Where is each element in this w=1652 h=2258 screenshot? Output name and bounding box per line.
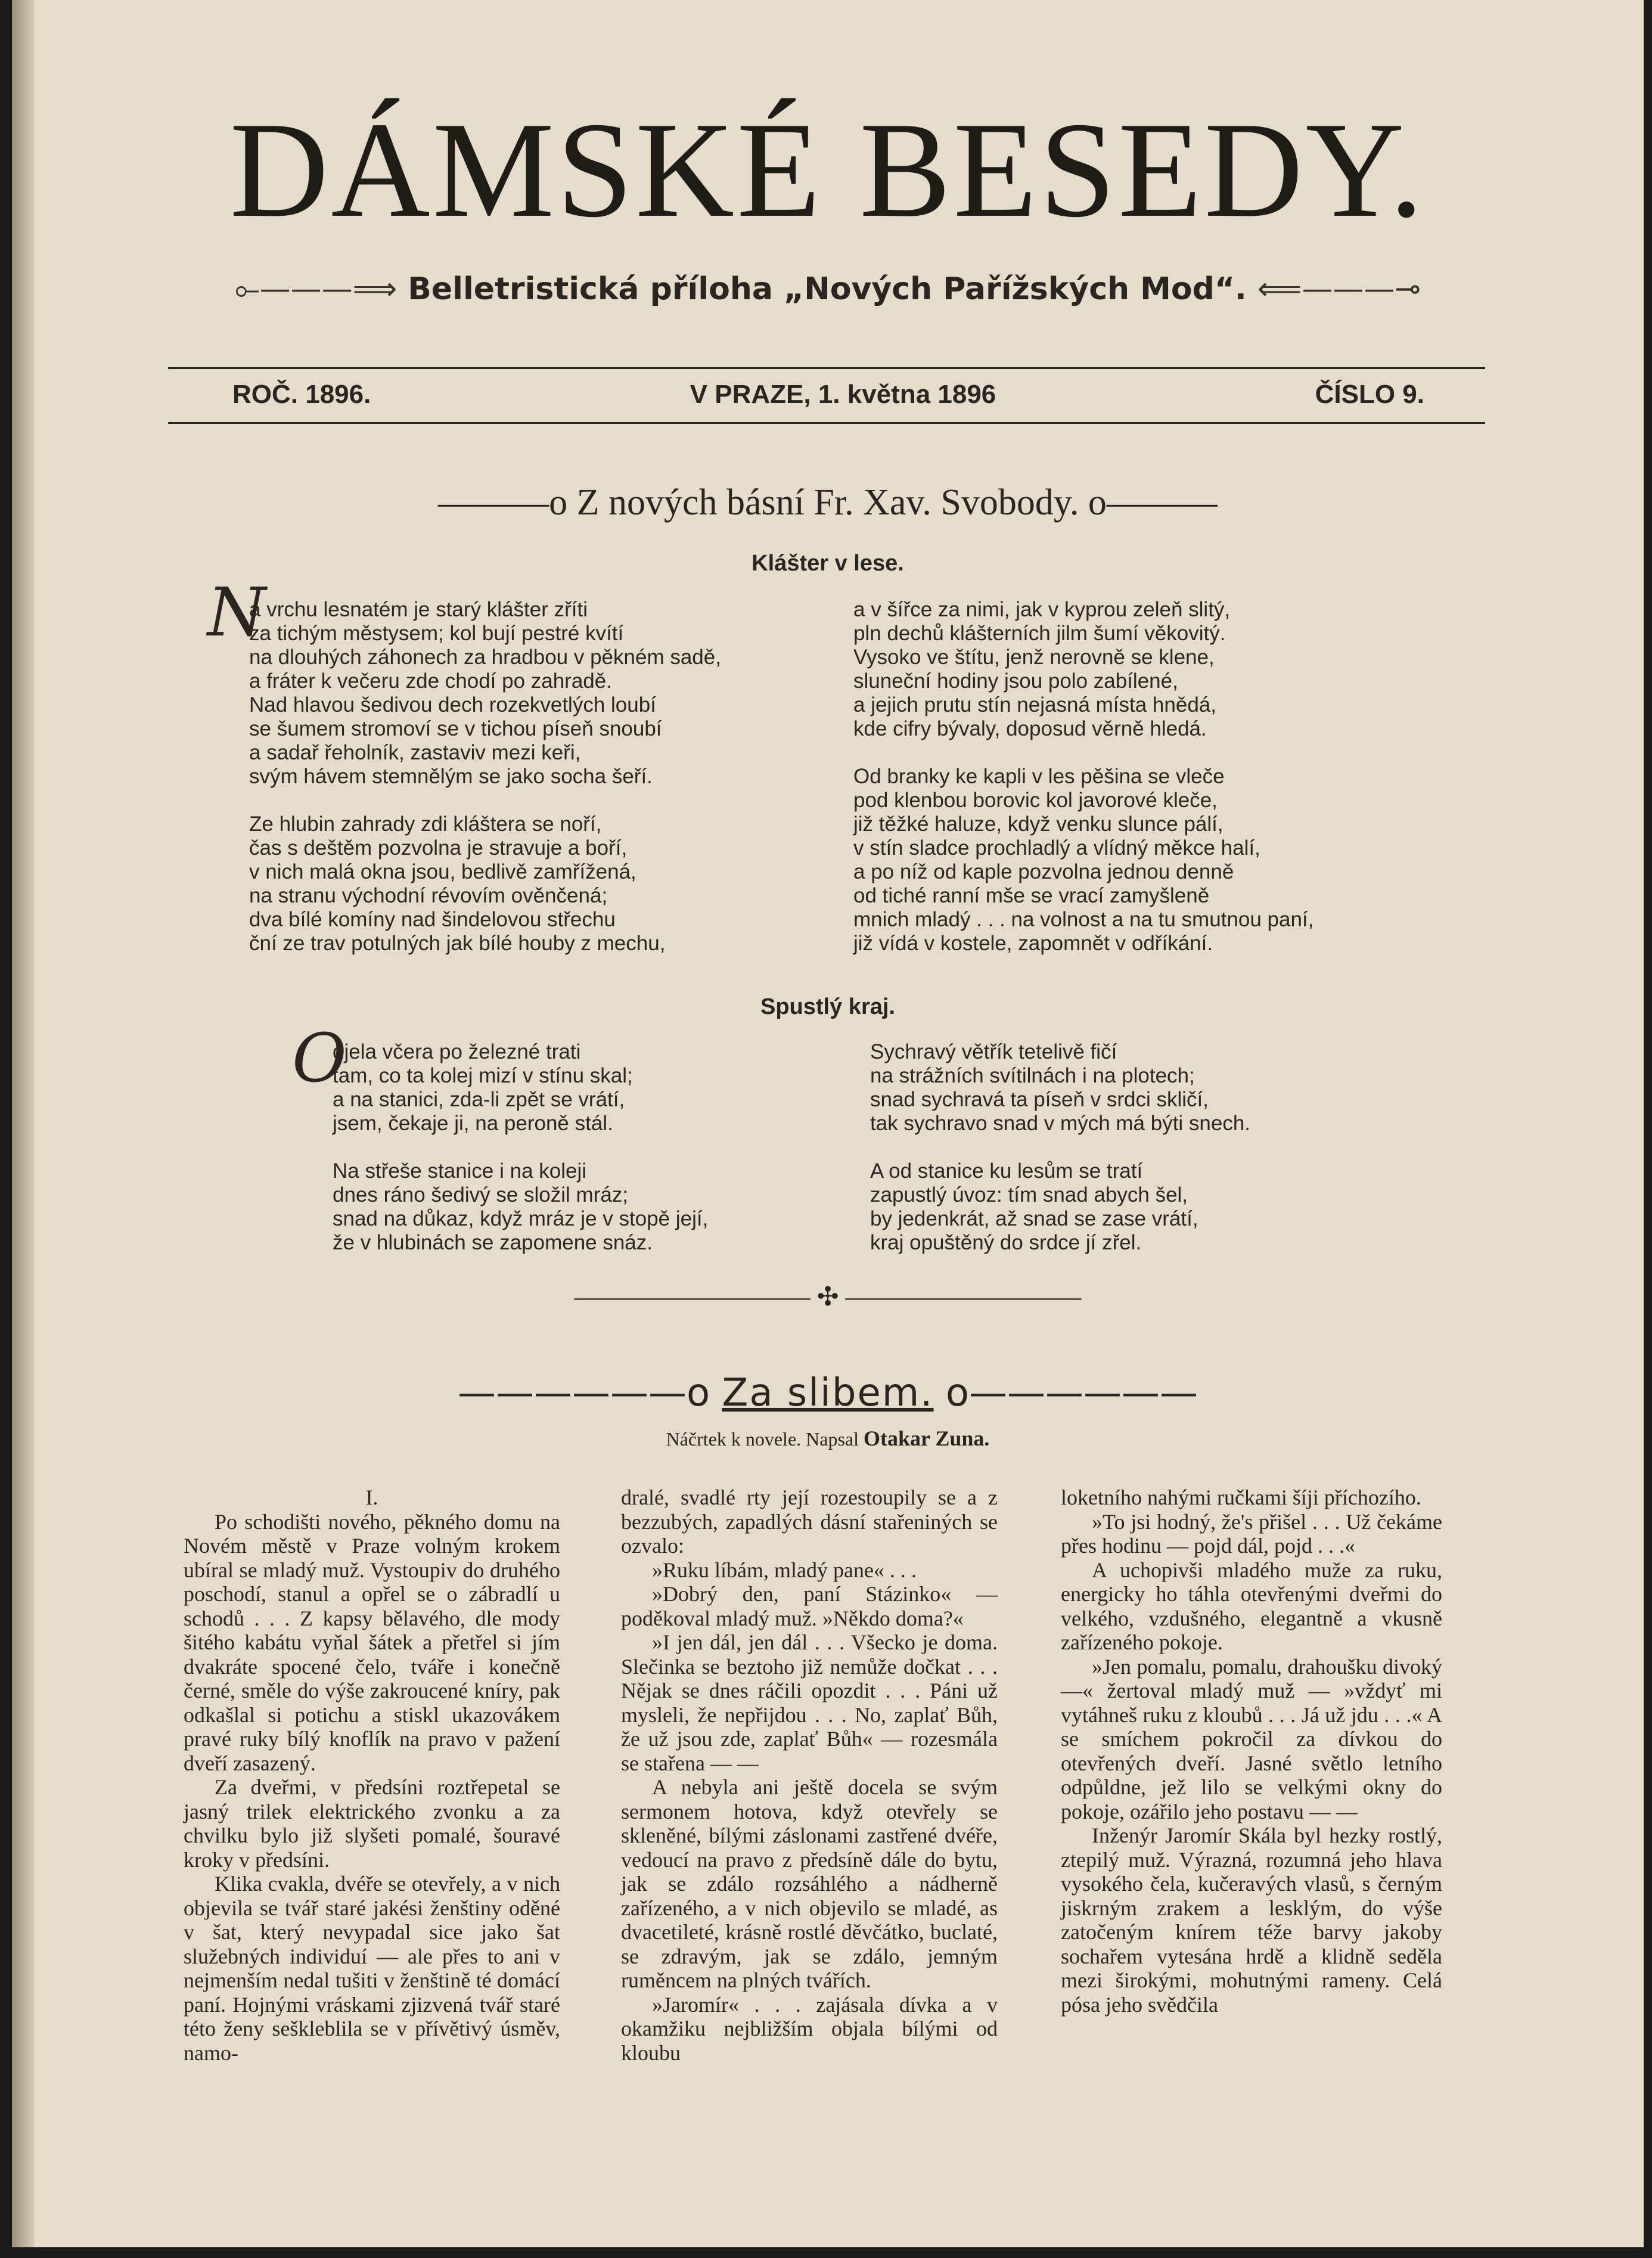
verse-line: se šumem stromoví se v tichou píseň snoubí (249, 717, 662, 740)
header-rule-bottom (168, 422, 1485, 424)
verse-line: a v šířce za nimi, jak v kyprou zeleň slitý, (853, 598, 1231, 621)
verse-line: již těžké haluze, když venku slunce pálí, (853, 812, 1224, 836)
paragraph: Inženýr Jaromír Skála byl hezky rostlý, ztepilý muž. Výrazná, rozumná jeho hlava vysokého čela, kučeravých vlasů, s černým jiskrným zrakem a lesklým, do výše zatočeným knírem téže barvy jakoby sochařem vytesána hrdě a klidně seděla mezi širokými, mohutnými rameny. Celá pósa jeho svědčila (1061, 1823, 1442, 2017)
verse-line: že v hlubinách se zapomene snáz. (333, 1231, 653, 1254)
verse-line: na dlouhých záhonech za hradbou v pěkném sadě, (249, 646, 721, 669)
issue-number: ČÍSLO 9. (1315, 380, 1424, 409)
paragraph: A uchopivši mladého muže za ruku, energicky ho táhla otevřenými dveřmi do velkého, vzdušného, elegantně a vkusně zařízeného pokoje. (1061, 1558, 1442, 1654)
paragraph: Klika cvakla, dvéře se otevřely, a v nich objevila se tvář staré jakési ženštiny oděné v šat, který nevypadal sice jako šat služebných individuí — ale přes to ani v nejmenším nedal tušiti v ženštině té domácí paní. Hojnými vráskami zjizvená tvář staré této ženy seškleblila se v přívětivý úsměv, namo- (184, 1872, 560, 2065)
issue-info-bar (232, 380, 1424, 410)
poem2-title: Spustlý kraj. (760, 994, 895, 1019)
story-byline (12, 1426, 1644, 1451)
poems-heading-deco-left: ———o (438, 482, 568, 523)
verse-line: a fráter k večeru zde chodí po zahradě. (249, 669, 612, 693)
verse-line: a sadař řeholník, zastaviv mezi keři, (249, 741, 581, 764)
verse-line: za tichým městysem; kol bují pestré kvítí (249, 622, 624, 645)
flourish-left-icon: ⟜———⟹ (234, 271, 398, 307)
byline-author: Otakar Zuna. (864, 1426, 990, 1450)
issue-place-date: V PRAZE, 1. května 1896 (690, 380, 996, 409)
verse-line: a jejich prutu stín nejasná místa hnědá, (853, 693, 1216, 717)
masthead-subtitle: Belletristická příloha „Nových Pařížských Mod“. (408, 271, 1247, 307)
verse-line: Nad hlavou šedivou dech rozekvetlých loubí (249, 693, 656, 717)
paragraph: »I jen dál, jen dál . . . Všecko je doma. Slečinka se beztoho již nemůže dočkat . . . Nějak se dnes ráčili opozdit . . . Páni už mysleli, že nepřijdou . . . No, zaplať Bůh, že už jsou zde, zaplať Bůh« — rozesmála se stařena — — (621, 1630, 998, 1775)
verse-line: Vysoko ve štítu, jenž nerovně se klene, (853, 646, 1215, 669)
verse-line: svým hávem stemnělým se jako socha šeří. (249, 765, 653, 788)
newspaper-page (12, 0, 1644, 2247)
story-heading-deco-left: ——————o (458, 1371, 710, 1415)
verse-line: v nich malá okna jsou, bedlivě zamřížená, (249, 860, 636, 883)
verse-line: a po níž od kaple pozvolna jednou denně (853, 860, 1234, 883)
paragraph: Za dveřmi, v předsíni roztřepetal se jasný trilek elektrického zvonku a za chvilku bylo již slyšeti pomalé, šouravé kroky v předsíni. (184, 1775, 560, 1872)
byline-prefix: Náčrtek k novele. Napsal (666, 1428, 859, 1450)
chapter-number: I. (365, 1485, 378, 1509)
paragraph: »Jaromír« . . . zajásala dívka a v okamžiku nejbližším objala bílými od kloubu (621, 1992, 998, 2065)
verse-line: čas s deštěm pozvolna je stravuje a boří, (249, 836, 628, 860)
verse-line: mnich mladý . . . na volnost a na tu smutnou paní, (853, 908, 1314, 931)
masthead-subtitle-line (12, 271, 1644, 308)
verse-line: a na stanici, zda-li zpět se vrátí, (333, 1088, 625, 1111)
poem1-right-stanzas (853, 598, 1313, 956)
verse-line: snad na důkaz, když mráz je v stopě její, (333, 1207, 709, 1230)
poem1-left-stanzas (249, 598, 721, 956)
poem1-drop-initial: N (207, 574, 266, 652)
stanza-break (870, 1136, 1250, 1159)
verse-line: pod klenbou borovic kol javorové kleče, (853, 789, 1218, 812)
issue-year: ROČ. 1896. (232, 380, 371, 409)
verse-line: na stranu východní révovím ověnčená; (249, 884, 608, 907)
verse-line: kde cifry bývaly, doposud věrně hledá. (853, 717, 1207, 740)
verse-line: Ze hlubin zahrady zdi kláštera se noří, (249, 812, 602, 836)
verse-line: ční ze trav potulných jak bílé houby z mechu, (249, 932, 666, 955)
story-heading-deco-right: o—————— (945, 1371, 1198, 1415)
paragraph: dralé, svadlé rty její rozestoupily se a z bezzubých, zapadlých dásní stařeniných se ozvalo: (621, 1485, 998, 1558)
stanza-break (853, 741, 1313, 765)
stanza-break (333, 1136, 708, 1159)
verse-line: dva bílé komíny nad šindelovou střechu (249, 908, 616, 931)
verse-line: Sychravý větřík tetelivě fičí (870, 1040, 1117, 1063)
story-column-2 (621, 1485, 998, 2065)
verse-line: dnes ráno šedivý se složil mráz; (333, 1183, 629, 1206)
verse-line: jsem, čekaje ji, na peroně stál. (333, 1112, 613, 1135)
verse-line: sluneční hodiny jsou polo zabílené, (853, 669, 1178, 693)
paragraph: Po schodišti nového, pěkného domu na Novém městě v Praze volným krokem ubíral se mladý muž. Vystoupiv do druhého poschodí, stanul a opřel se o zábradlí u schodů . . . Z kapsy bělavého, dle mody šitého kabátu vyňal šátek a přetřel si jím dvakráte spocené čelo, tváře i konečně černé, směle do výše zakroucené kníry, pak odkašlal si potichu a stiskl ukazovákem pravé ruky bílý knoflík na pravo v pažení dveří zasazený. (184, 1509, 560, 1775)
verse-line: snad sychravá ta píseň v srdci skličí, (870, 1088, 1209, 1111)
paragraph: »To jsi hodný, že's přišel . . . Už čekáme přes hodinu — pojd dál, pojd . . .« (1061, 1509, 1442, 1558)
section-ornament-divider: ————————— ✣ ————————— (574, 1282, 1082, 1311)
verse-line: A od stanice ku lesům se tratí (870, 1159, 1143, 1183)
stanza-break (249, 789, 721, 812)
verse-line: na strážních svítilnách i na plotech; (870, 1064, 1195, 1087)
verse-line: zapustlý úvoz: tím snad abych šel, (870, 1183, 1188, 1206)
paragraph: »Jen pomalu, pomalu, drahoušku divoký —« žertoval mladý muž — »vždyť mi vytáhneš ruku z kloubů . . . Já už jdu . . .« A se smíchem pokročil za dívkou do otevřených dveří. Jasné světlo letního odpůldne, jež lilo se velkými okny do pokoje, ozářilo jeho postavu — — (1061, 1654, 1442, 1823)
story-title: Za slibem. (722, 1371, 934, 1415)
paragraph: »Ruku líbám, mladý pane« . . . (652, 1558, 917, 1582)
story-heading (12, 1371, 1644, 1415)
header-rule-top (168, 367, 1485, 369)
poems-heading-deco-right: o——— (1088, 482, 1218, 523)
poems-heading-text: Z nových básní Fr. Xav. Svobody. (576, 482, 1079, 523)
paragraph: loketního nahými ručkami šíji příchozího. (1061, 1485, 1421, 1509)
verse-line: již vídá v kostele, zapomnět v odříkání. (853, 932, 1213, 955)
verse-line: tam, co ta kolej mizí v stínu skal; (333, 1064, 633, 1087)
poem1-title: Klášter v lese. (752, 551, 904, 576)
verse-line: a vrchu lesnatém je starý klášter zříti (249, 598, 588, 621)
page-binding-edge (12, 0, 35, 2247)
verse-line: v stín sladce prochladlý a vlídný měkce halí, (853, 836, 1260, 860)
verse-line: pln dechů klášterních jilm šumí věkovitý. (853, 622, 1226, 645)
verse-line: kraj opuštěný do srdce jí zřel. (870, 1231, 1142, 1254)
poem2-left-stanzas (333, 1040, 708, 1255)
poem2-right-stanzas (870, 1040, 1250, 1255)
poem2-drop-initial: O (292, 1020, 347, 1097)
verse-line: od tiché ranní mše se vrací zamyšleně (853, 884, 1210, 907)
verse-line: by jedenkrát, až snad se zase vrátí, (870, 1207, 1198, 1230)
verse-line: Na střeše stanice i na koleji (333, 1159, 587, 1183)
story-column-3 (1061, 1485, 1442, 2017)
story-column-1 (184, 1485, 560, 2065)
masthead-title: DÁMSKÉ BESEDY. (229, 94, 1426, 246)
flourish-right-icon: ⟸———⊸ (1257, 271, 1421, 307)
paragraph: A nebyla ani ještě docela se svým sermonem hotova, když otevřely se skleněné, bílými záslonami zastřené dvéře, vedoucí na pravo z předsíně dále do bytu, jak se zdálo rozsáhlého a nádherně zařízeného, a v nich objevilo se mladé, as dvacetileté, krásně rostlé děvčátko, buclaté, se zdravým, jak se zdálo, jemným ruměncem na plných tvářích. (621, 1775, 998, 1992)
poems-heading (12, 482, 1644, 524)
verse-line: djela včera po železné trati (333, 1040, 581, 1063)
verse-line: tak sychravo snad v mých má býti snech. (870, 1112, 1251, 1135)
paragraph: »Dobrý den, paní Stázinko« — poděkoval mladý muž. »Někdo doma?« (621, 1582, 998, 1630)
verse-line: Od branky ke kapli v les pěšina se vleče (853, 765, 1225, 788)
